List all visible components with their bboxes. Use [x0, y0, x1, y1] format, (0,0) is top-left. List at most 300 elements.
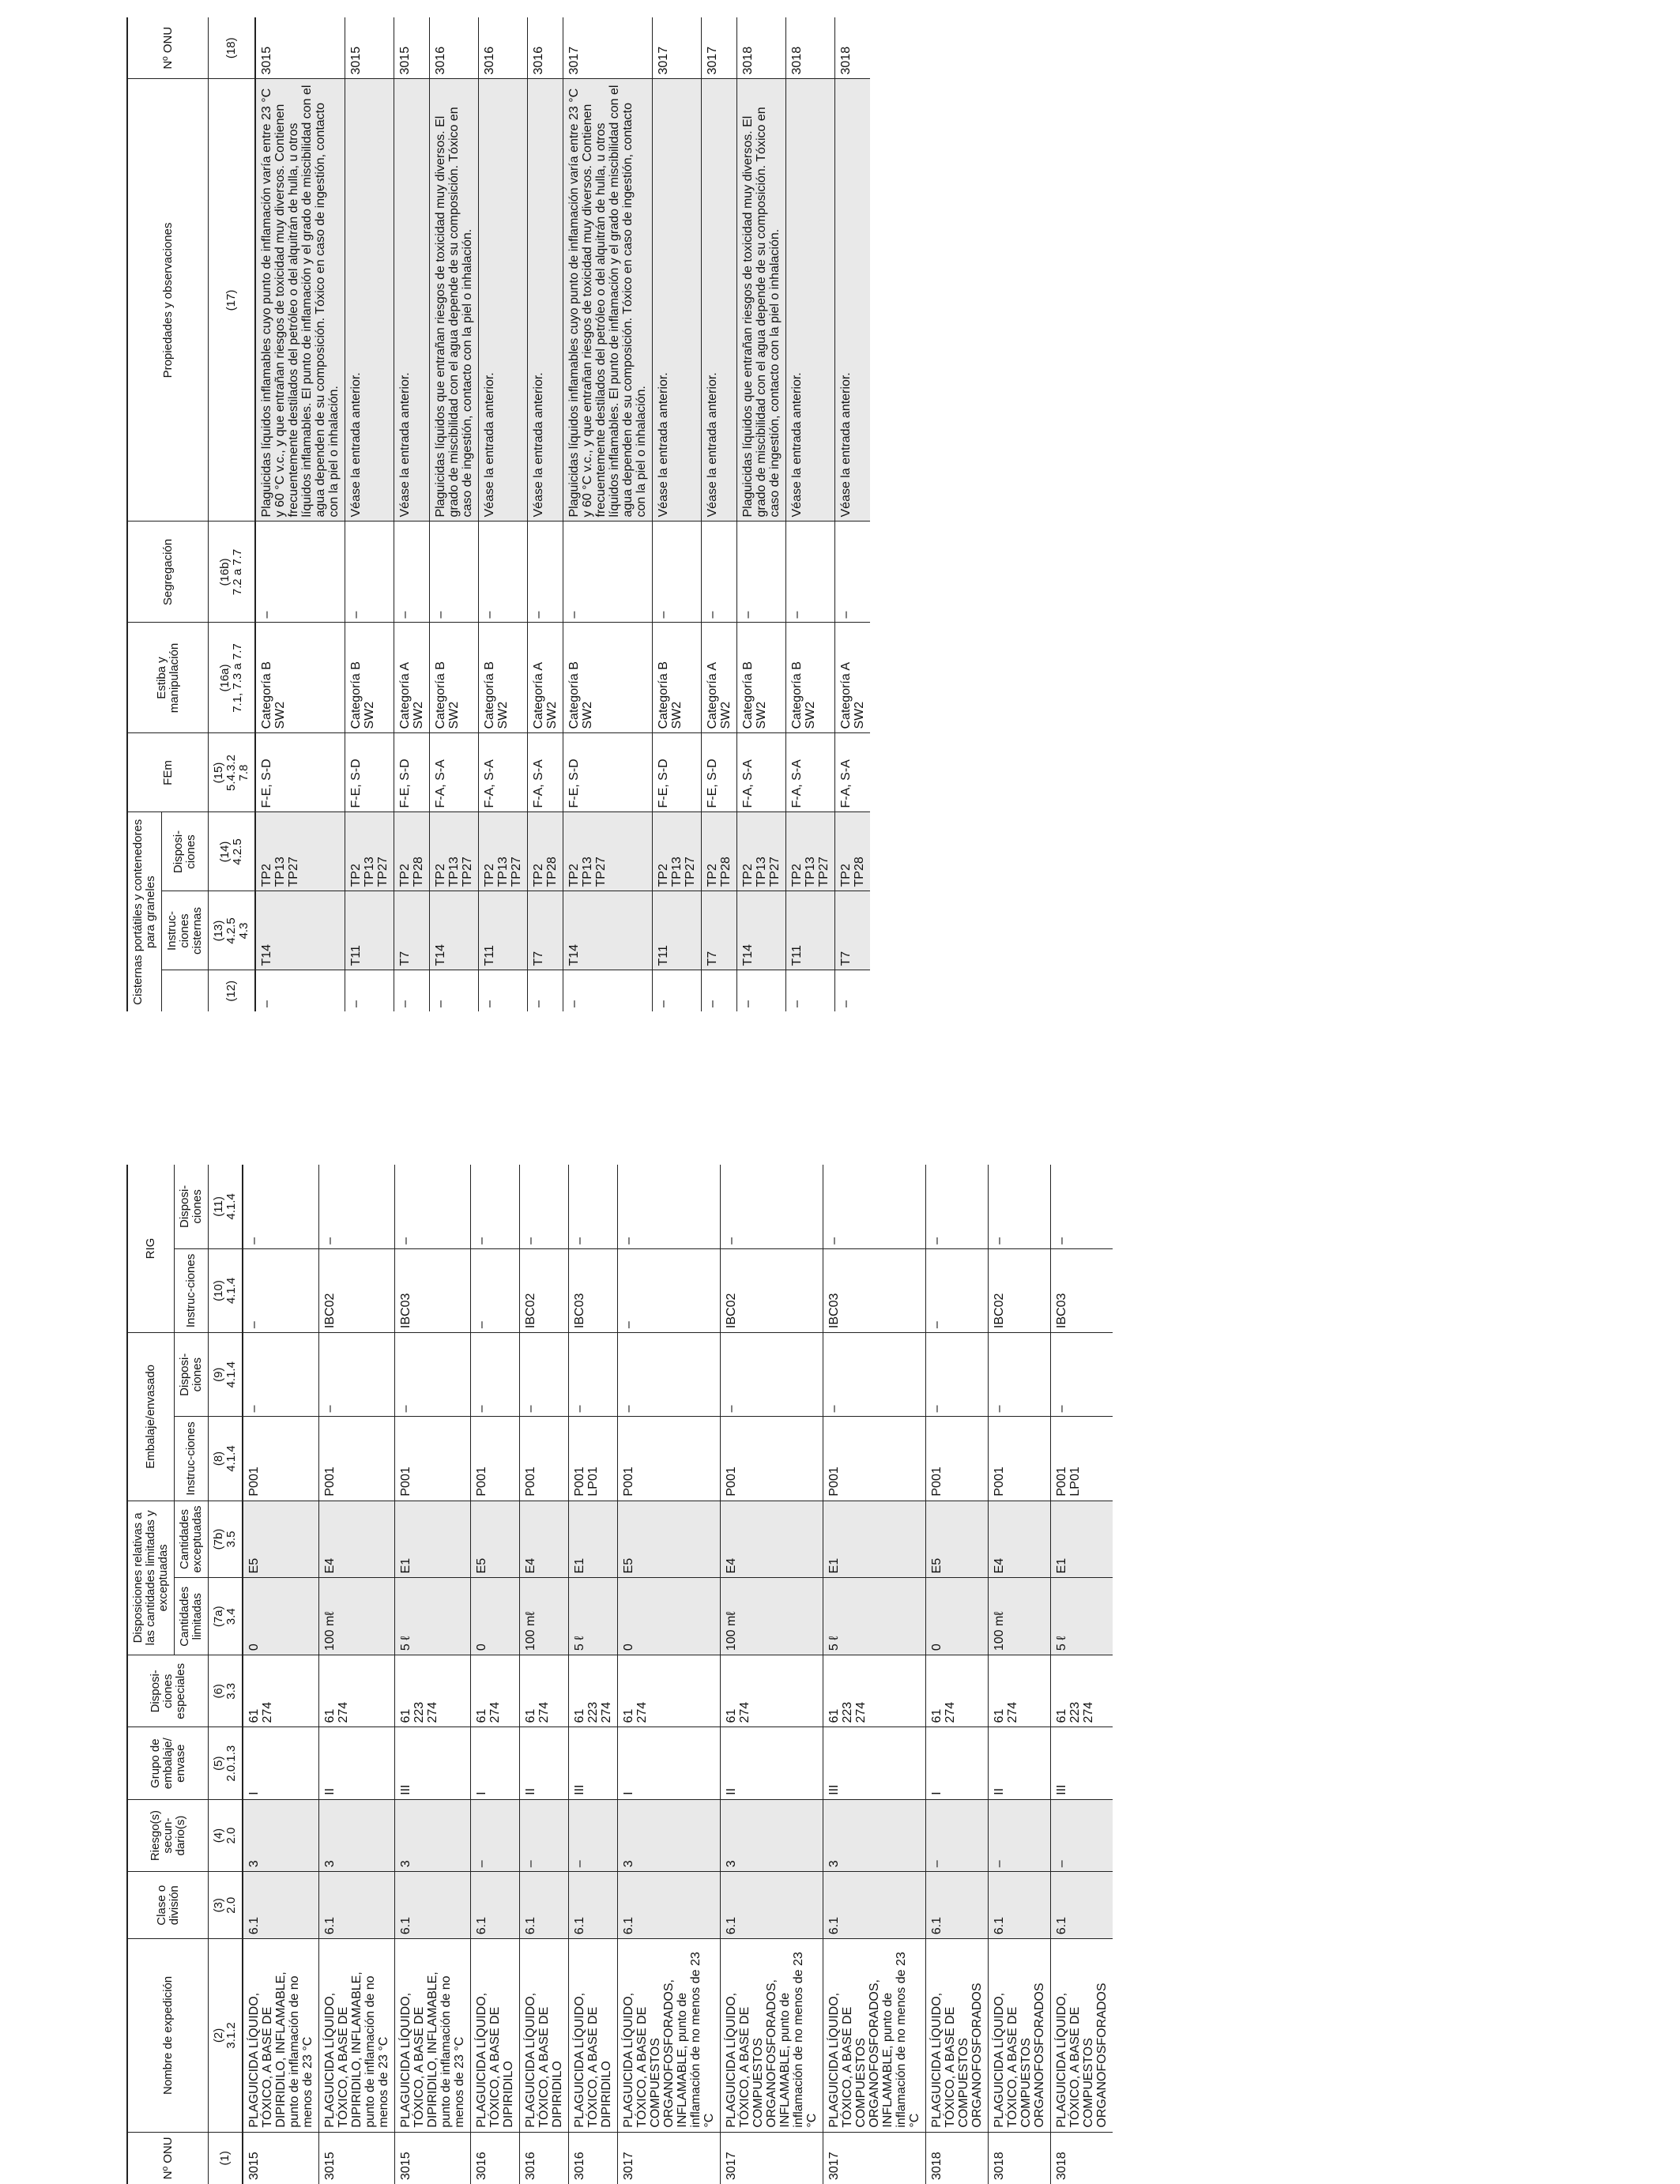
ems: F-A, S-A	[786, 733, 835, 812]
packing-provision: –	[395, 1333, 471, 1417]
un-number: 3016	[520, 2132, 569, 2184]
table-row	[430, 17, 479, 1011]
segregation: –	[430, 522, 479, 623]
header-col-12	[162, 970, 209, 1011]
packing-instruction: P001	[989, 1417, 1051, 1501]
table-row	[563, 17, 653, 1011]
shipping-name: PLAGUICIDA LÍQUIDO, TÓXICO, A BASE DE COMPUESTOS ORGANOFOSFORADOS	[1051, 1939, 1113, 2132]
ibc-provision: –	[520, 1165, 569, 1248]
column-number: (8) 4.1.4	[209, 1417, 243, 1501]
subsidiary-risk: –	[520, 1799, 569, 1871]
ems: F-A, S-A	[737, 733, 786, 812]
un-number: 3017	[702, 17, 737, 79]
special-provisions: 61 223 274	[823, 1655, 926, 1727]
ems: F-A, S-A	[528, 733, 563, 812]
tank-instruction: T11	[786, 891, 835, 970]
packing-group: I	[243, 1727, 319, 1799]
class-division: 6.1	[395, 1872, 471, 1939]
subsidiary-risk: 3	[823, 1799, 926, 1871]
subsidiary-risk: 3	[618, 1799, 721, 1871]
table-row	[471, 1165, 520, 2184]
special-provisions: 61 223 274	[1051, 1655, 1113, 1727]
dangerous-goods-table-right	[126, 17, 870, 1011]
ibc-provision: –	[989, 1165, 1051, 1248]
subsidiary-risk: 3	[395, 1799, 471, 1871]
stowage-handling: Categoría B SW2	[737, 623, 786, 733]
class-division: 6.1	[520, 1872, 569, 1939]
un-number: 3017	[563, 17, 653, 79]
ibc-instruction: IBC03	[823, 1248, 926, 1332]
column-number-row-right	[209, 17, 256, 1011]
un-number: 3016	[528, 17, 563, 79]
stowage-handling: Categoría A SW2	[702, 623, 737, 733]
subsidiary-risk: 3	[319, 1799, 395, 1871]
ibc-provision: –	[926, 1165, 989, 1248]
col-12: –	[702, 970, 737, 1011]
class-division: 6.1	[989, 1872, 1051, 1939]
ems: F-A, S-A	[835, 733, 871, 812]
packing-provision: –	[569, 1333, 618, 1417]
tank-instruction: T11	[479, 891, 528, 970]
special-provisions: 61 223 274	[395, 1655, 471, 1727]
packing-group: II	[989, 1727, 1051, 1799]
tank-instruction: T14	[255, 891, 345, 970]
packing-group: II	[721, 1727, 823, 1799]
column-number: (17)	[209, 79, 256, 522]
segregation: –	[786, 522, 835, 623]
un-number: 3017	[618, 2132, 721, 2184]
tank-provision: TP2 TP13 TP27	[479, 812, 528, 891]
stowage-handling: Categoría B SW2	[786, 623, 835, 733]
col-12: –	[786, 970, 835, 1011]
tank-provision: TP2 TP13 TP27	[563, 812, 653, 891]
class-division: 6.1	[243, 1872, 319, 1939]
properties-observations: Plaguicidas líquidos inflamables cuyo punto de inflamación varía entre 23 °C y 60 °C v.c., y que entrañan riesgos de toxicidad muy diversos. Contienen frecuentemente destilados del petróleo o del alquitrán de hulla, u otros líquidos inflamables. El punto de inflamación y el grado de miscibilidad con el agua dependen de su composición. Tóxico en caso de ingestión, contacto con la piel o inhalación.	[563, 79, 653, 522]
un-number: 3018	[926, 2132, 989, 2184]
class-division: 6.1	[471, 1872, 520, 1939]
packing-group: III	[823, 1727, 926, 1799]
column-number: (15) 5.4.3.2 7.8	[209, 733, 256, 812]
shipping-name: PLAGUICIDA LÍQUIDO, TÓXICO, A BASE DE DIPIRIDILO	[471, 1939, 520, 2132]
limited-quantity: 0	[471, 1578, 520, 1655]
excepted-quantity: E1	[823, 1501, 926, 1578]
packing-provision: –	[823, 1333, 926, 1417]
packing-provision: –	[520, 1333, 569, 1417]
limited-quantity: 5 ℓ	[823, 1578, 926, 1655]
special-provisions: 61 274	[243, 1655, 319, 1727]
column-number: (13) 4.2.5 4.3	[209, 891, 256, 970]
header-packing-provisions: Disposi-ciones	[175, 1333, 209, 1417]
segregation: –	[653, 522, 702, 623]
table-row	[653, 17, 702, 1011]
ibc-instruction: IBC02	[989, 1248, 1051, 1332]
stowage-handling: Categoría B SW2	[430, 623, 479, 733]
ibc-instruction: IBC03	[569, 1248, 618, 1332]
class-division: 6.1	[721, 1872, 823, 1939]
table-row	[786, 17, 835, 1011]
column-number: (12)	[209, 970, 256, 1011]
un-number: 3017	[653, 17, 702, 79]
column-number: (16a) 7.1, 7.3 a 7.7	[209, 623, 256, 733]
special-provisions: 61 223 274	[569, 1655, 618, 1727]
properties-observations: Véase la entrada anterior.	[479, 79, 528, 522]
header-properties: Propiedades y observaciones	[127, 79, 209, 522]
ibc-provision: –	[243, 1165, 319, 1248]
un-number: 3015	[243, 2132, 319, 2184]
segregation: –	[345, 522, 394, 623]
shipping-name: PLAGUICIDA LÍQUIDO, TÓXICO, A BASE DE COMPUESTOS ORGANOFOSFORADOS, INFLAMABLE, punto de inflamación de no menos de 23 °C	[823, 1939, 926, 2132]
subsidiary-risk: –	[1051, 1799, 1113, 1871]
table-row	[345, 17, 394, 1011]
properties-observations: Véase la entrada anterior.	[835, 79, 871, 522]
tank-provision: TP2 TP28	[835, 812, 871, 891]
subsidiary-risk: 3	[721, 1799, 823, 1871]
header-un-right: Nº ONU	[127, 17, 209, 79]
shipping-name: PLAGUICIDA LÍQUIDO, TÓXICO, A BASE DE DIPIRIDILO, INFLAMABLE, punto de inflamación de no menos de 23 °C	[319, 1939, 395, 2132]
un-number: 3016	[471, 2132, 520, 2184]
properties-observations: Plaguicidas líquidos que entrañan riesgos de toxicidad muy diversos. El grado de miscibilidad con el agua depende de su composición. Tóxico en caso de ingestión, contacto con la piel o inhalación.	[430, 79, 479, 522]
header-portable-tanks: Cisternas portátiles y contenedores para graneles	[127, 812, 162, 1011]
limited-quantity: 5 ℓ	[1051, 1578, 1113, 1655]
table-row	[737, 17, 786, 1011]
header-ibc: RIG	[127, 1165, 175, 1333]
ibc-instruction: –	[618, 1248, 721, 1332]
col-12: –	[528, 970, 563, 1011]
col-12: –	[835, 970, 871, 1011]
dangerous-goods-table-left	[126, 1165, 1113, 2184]
excepted-quantity: E4	[319, 1501, 395, 1578]
column-number: (16b) 7.2 a 7.7	[209, 522, 256, 623]
table-row	[528, 17, 563, 1011]
packing-instruction: P001	[926, 1417, 989, 1501]
stowage-handling: Categoría B SW2	[563, 623, 653, 733]
ems: F-E, S-D	[255, 733, 345, 812]
special-provisions: 61 274	[471, 1655, 520, 1727]
column-number: (11) 4.1.4	[209, 1165, 243, 1248]
limited-quantity: 0	[926, 1578, 989, 1655]
header-packing-group: Grupo de embalaje/ envase	[127, 1727, 209, 1799]
tank-provision: TP2 TP13 TP27	[255, 812, 345, 891]
shipping-name: PLAGUICIDA LÍQUIDO, TÓXICO, A BASE DE DIPIRIDILO	[569, 1939, 618, 2132]
packing-instruction: P001	[823, 1417, 926, 1501]
excepted-quantity: E5	[926, 1501, 989, 1578]
header-special-provisions: Disposi-ciones especiales	[127, 1655, 209, 1727]
un-number: 3016	[479, 17, 528, 79]
header-tank-instructions: Instruc-ciones cisternas	[162, 891, 209, 970]
properties-observations: Véase la entrada anterior.	[702, 79, 737, 522]
ems: F-E, S-D	[394, 733, 430, 812]
un-number: 3015	[345, 17, 394, 79]
table-row	[395, 1165, 471, 2184]
ems: F-A, S-A	[479, 733, 528, 812]
segregation: –	[835, 522, 871, 623]
un-number: 3018	[989, 2132, 1051, 2184]
header-ibc-provisions: Disposi-ciones	[175, 1165, 209, 1248]
packing-provision: –	[989, 1333, 1051, 1417]
col-12: –	[255, 970, 345, 1011]
header-tank-provisions: Disposi-ciones	[162, 812, 209, 891]
packing-instruction: P001 LP01	[569, 1417, 618, 1501]
packing-group: III	[1051, 1727, 1113, 1799]
special-provisions: 61 274	[989, 1655, 1051, 1727]
tank-provision: TP2 TP13 TP27	[737, 812, 786, 891]
column-number: (9) 4.1.4	[209, 1333, 243, 1417]
un-number: 3017	[721, 2132, 823, 2184]
ems: F-E, S-D	[563, 733, 653, 812]
packing-group: II	[319, 1727, 395, 1799]
limited-quantity: 5 ℓ	[569, 1578, 618, 1655]
table-row	[702, 17, 737, 1011]
ibc-provision: –	[618, 1165, 721, 1248]
packing-provision: –	[1051, 1333, 1113, 1417]
excepted-quantity: E1	[569, 1501, 618, 1578]
properties-observations: Véase la entrada anterior.	[528, 79, 563, 522]
tank-instruction: T11	[345, 891, 394, 970]
tank-provision: TP2 TP13 TP27	[430, 812, 479, 891]
table-row	[319, 1165, 395, 2184]
packing-instruction: P001	[395, 1417, 471, 1501]
tank-instruction: T11	[653, 891, 702, 970]
segregation: –	[394, 522, 430, 623]
tank-provision: TP2 TP13 TP27	[786, 812, 835, 891]
properties-observations: Véase la entrada anterior.	[786, 79, 835, 522]
header-subsidiary-risk: Riesgo(s) secun-dario(s)	[127, 1799, 209, 1871]
stowage-handling: Categoría B SW2	[345, 623, 394, 733]
segregation: –	[563, 522, 653, 623]
header-packing: Embalaje/envasado	[127, 1333, 175, 1501]
stowage-handling: Categoría B SW2	[653, 623, 702, 733]
stowage-handling: Categoría A SW2	[528, 623, 563, 733]
segregation: –	[255, 522, 345, 623]
ems: F-E, S-D	[653, 733, 702, 812]
column-number-row	[209, 1165, 243, 2184]
ibc-provision: –	[471, 1165, 520, 1248]
header-excepted-quantities: Cantidades exceptuadas	[175, 1501, 209, 1578]
ibc-provision: –	[823, 1165, 926, 1248]
packing-group: I	[926, 1727, 989, 1799]
limited-quantity: 0	[618, 1578, 721, 1655]
table-row	[926, 1165, 989, 2184]
shipping-name: PLAGUICIDA LÍQUIDO, TÓXICO, A BASE DE COMPUESTOS ORGANOFOSFORADOS, INFLAMABLE, punto de inflamación de no menos de 23 °C	[618, 1939, 721, 2132]
stowage-handling: Categoría B SW2	[479, 623, 528, 733]
class-division: 6.1	[569, 1872, 618, 1939]
table-row	[255, 17, 345, 1011]
subsidiary-risk: –	[989, 1799, 1051, 1871]
packing-group: III	[569, 1727, 618, 1799]
shipping-name: PLAGUICIDA LÍQUIDO, TÓXICO, A BASE DE COMPUESTOS ORGANOFOSFORADOS	[989, 1939, 1051, 2132]
packing-provision: –	[471, 1333, 520, 1417]
packing-group: I	[471, 1727, 520, 1799]
subsidiary-risk: 3	[243, 1799, 319, 1871]
limited-quantity: 100 mℓ	[520, 1578, 569, 1655]
excepted-quantity: E5	[471, 1501, 520, 1578]
tank-instruction: T14	[563, 891, 653, 970]
special-provisions: 61 274	[721, 1655, 823, 1727]
un-number: 3018	[1051, 2132, 1113, 2184]
header-ibc-instructions: Instruc-ciones	[175, 1248, 209, 1332]
ibc-instruction: IBC03	[1051, 1248, 1113, 1332]
un-number: 3016	[430, 17, 479, 79]
class-division: 6.1	[618, 1872, 721, 1939]
ibc-instruction: IBC02	[721, 1248, 823, 1332]
packing-group: I	[618, 1727, 721, 1799]
packing-group: II	[520, 1727, 569, 1799]
header-segregation: Segregación	[127, 522, 209, 623]
ibc-instruction: –	[926, 1248, 989, 1332]
shipping-name: PLAGUICIDA LÍQUIDO, TÓXICO, A BASE DE DIPIRIDILO	[520, 1939, 569, 2132]
col-12: –	[479, 970, 528, 1011]
class-division: 6.1	[1051, 1872, 1113, 1939]
packing-instruction: P001	[618, 1417, 721, 1501]
ibc-provision: –	[721, 1165, 823, 1248]
tank-provision: TP2 TP13 TP27	[345, 812, 394, 891]
packing-provision: –	[926, 1333, 989, 1417]
col-12: –	[394, 970, 430, 1011]
table-row	[479, 17, 528, 1011]
un-number: 3015	[255, 17, 345, 79]
limited-quantity: 5 ℓ	[395, 1578, 471, 1655]
ibc-provision: –	[569, 1165, 618, 1248]
ibc-provision: –	[319, 1165, 395, 1248]
header-packing-instructions: Instruc-ciones	[175, 1417, 209, 1501]
column-number: (6) 3.3	[209, 1655, 243, 1727]
ibc-instruction: –	[243, 1248, 319, 1332]
un-number: 3015	[319, 2132, 395, 2184]
header-ems: FEm	[127, 733, 209, 812]
properties-observations: Plaguicidas líquidos inflamables cuyo punto de inflamación varía entre 23 °C y 60 °C v.c., y que entrañan riesgos de toxicidad muy diversos. Contienen frecuentemente destilados del petróleo o del alquitrán de hulla, u otros líquidos inflamables. El punto de inflamación y el grado de miscibilidad con el agua dependen de su composición. Tóxico en caso de ingestión, contacto con la piel o inhalación.	[255, 79, 345, 522]
packing-instruction: P001	[243, 1417, 319, 1501]
un-number: 3015	[394, 17, 430, 79]
special-provisions: 61 274	[520, 1655, 569, 1727]
limited-quantity: 100 mℓ	[319, 1578, 395, 1655]
packing-provision: –	[319, 1333, 395, 1417]
excepted-quantity: E1	[1051, 1501, 1113, 1578]
column-number: (2) 3.1.2	[209, 1939, 243, 2132]
packing-provision: –	[243, 1333, 319, 1417]
class-division: 6.1	[319, 1872, 395, 1939]
tank-instruction: T7	[702, 891, 737, 970]
excepted-quantity: E4	[520, 1501, 569, 1578]
packing-group: III	[395, 1727, 471, 1799]
header-stowage: Estiba y manipulación	[127, 623, 209, 733]
excepted-quantity: E4	[721, 1501, 823, 1578]
ibc-instruction: IBC02	[520, 1248, 569, 1332]
tank-provision: TP2 TP13 TP27	[653, 812, 702, 891]
column-number: (3) 2.0	[209, 1872, 243, 1939]
left-table-panel	[126, 1165, 1454, 2184]
table-row	[569, 1165, 618, 2184]
column-number: (18)	[209, 17, 256, 79]
limited-quantity: 0	[243, 1578, 319, 1655]
stowage-handling: Categoría A SW2	[835, 623, 871, 733]
ems: F-E, S-D	[345, 733, 394, 812]
stowage-handling: Categoría A SW2	[394, 623, 430, 733]
table-row	[520, 1165, 569, 2184]
shipping-name: PLAGUICIDA LÍQUIDO, TÓXICO, A BASE DE COMPUESTOS ORGANOFOSFORADOS	[926, 1939, 989, 2132]
ibc-instruction: IBC03	[395, 1248, 471, 1332]
tank-instruction: T14	[737, 891, 786, 970]
ems: F-E, S-D	[702, 733, 737, 812]
packing-instruction: P001	[471, 1417, 520, 1501]
class-division: 6.1	[926, 1872, 989, 1939]
column-number: (14) 4.2.5	[209, 812, 256, 891]
col-12: –	[345, 970, 394, 1011]
table-row	[835, 17, 871, 1011]
packing-instruction: P001	[721, 1417, 823, 1501]
column-number: (1)	[209, 2132, 243, 2184]
properties-observations: Véase la entrada anterior.	[394, 79, 430, 522]
tank-instruction: T7	[394, 891, 430, 970]
un-number: 3018	[786, 17, 835, 79]
packing-instruction: P001	[319, 1417, 395, 1501]
table-row	[618, 1165, 721, 2184]
segregation: –	[737, 522, 786, 623]
packing-provision: –	[721, 1333, 823, 1417]
tank-provision: TP2 TP28	[702, 812, 737, 891]
column-number: (7a) 3.4	[209, 1578, 243, 1655]
tank-provision: TP2 TP28	[528, 812, 563, 891]
packing-instruction: P001	[520, 1417, 569, 1501]
header-limited-excepted: Disposiciones relativas a las cantidades limitadas y exceptuadas	[127, 1501, 175, 1655]
packing-instruction: P001 LP01	[1051, 1417, 1113, 1501]
shipping-name: PLAGUICIDA LÍQUIDO, TÓXICO, A BASE DE DIPIRIDILO, INFLAMABLE, punto de inflamación de no menos de 23 °C	[243, 1939, 319, 2132]
properties-observations: Plaguicidas líquidos que entrañan riesgos de toxicidad muy diversos. El grado de miscibilidad con el agua depende de su composición. Tóxico en caso de ingestión, contacto con la piel o inhalación.	[737, 79, 786, 522]
header-class: Clase o división	[127, 1872, 209, 1939]
un-number: 3016	[569, 2132, 618, 2184]
column-number: (4) 2.0	[209, 1799, 243, 1871]
special-provisions: 61 274	[926, 1655, 989, 1727]
table-row	[1051, 1165, 1113, 2184]
table-row	[394, 17, 430, 1011]
excepted-quantity: E1	[395, 1501, 471, 1578]
excepted-quantity: E4	[989, 1501, 1051, 1578]
class-division: 6.1	[823, 1872, 926, 1939]
un-number: 3018	[835, 17, 871, 79]
col-12: –	[430, 970, 479, 1011]
header-shipping-name: Nombre de expedición	[127, 1939, 209, 2132]
special-provisions: 61 274	[618, 1655, 721, 1727]
ibc-provision: –	[395, 1165, 471, 1248]
table-row	[989, 1165, 1051, 2184]
header-limited-quantities: Cantidades limitadas	[175, 1578, 209, 1655]
tank-provision: TP2 TP28	[394, 812, 430, 891]
table-row	[243, 1165, 319, 2184]
right-table-panel	[126, 26, 1454, 1011]
tank-instruction: T7	[528, 891, 563, 970]
subsidiary-risk: –	[926, 1799, 989, 1871]
subsidiary-risk: –	[471, 1799, 520, 1871]
ems: F-A, S-A	[430, 733, 479, 812]
segregation: –	[702, 522, 737, 623]
column-number: (5) 2.0.1.3	[209, 1727, 243, 1799]
special-provisions: 61 274	[319, 1655, 395, 1727]
un-number: 3017	[823, 2132, 926, 2184]
table-row	[823, 1165, 926, 2184]
ibc-instruction: –	[471, 1248, 520, 1332]
segregation: –	[528, 522, 563, 623]
column-number: (7b) 3.5	[209, 1501, 243, 1578]
un-number: 3015	[395, 2132, 471, 2184]
properties-observations: Véase la entrada anterior.	[653, 79, 702, 522]
shipping-name: PLAGUICIDA LÍQUIDO, TÓXICO, A BASE DE COMPUESTOS ORGANOFOSFORADOS, INFLAMABLE, punto de inflamación de no menos de 23 °C	[721, 1939, 823, 2132]
shipping-name: PLAGUICIDA LÍQUIDO, TÓXICO, A BASE DE DIPIRIDILO, INFLAMABLE, punto de inflamación de no menos de 23 °C	[395, 1939, 471, 2132]
tank-instruction: T7	[835, 891, 871, 970]
header-un: Nº ONU	[127, 2132, 209, 2184]
segregation: –	[479, 522, 528, 623]
column-number: (10) 4.1.4	[209, 1248, 243, 1332]
tank-instruction: T14	[430, 891, 479, 970]
packing-provision: –	[618, 1333, 721, 1417]
